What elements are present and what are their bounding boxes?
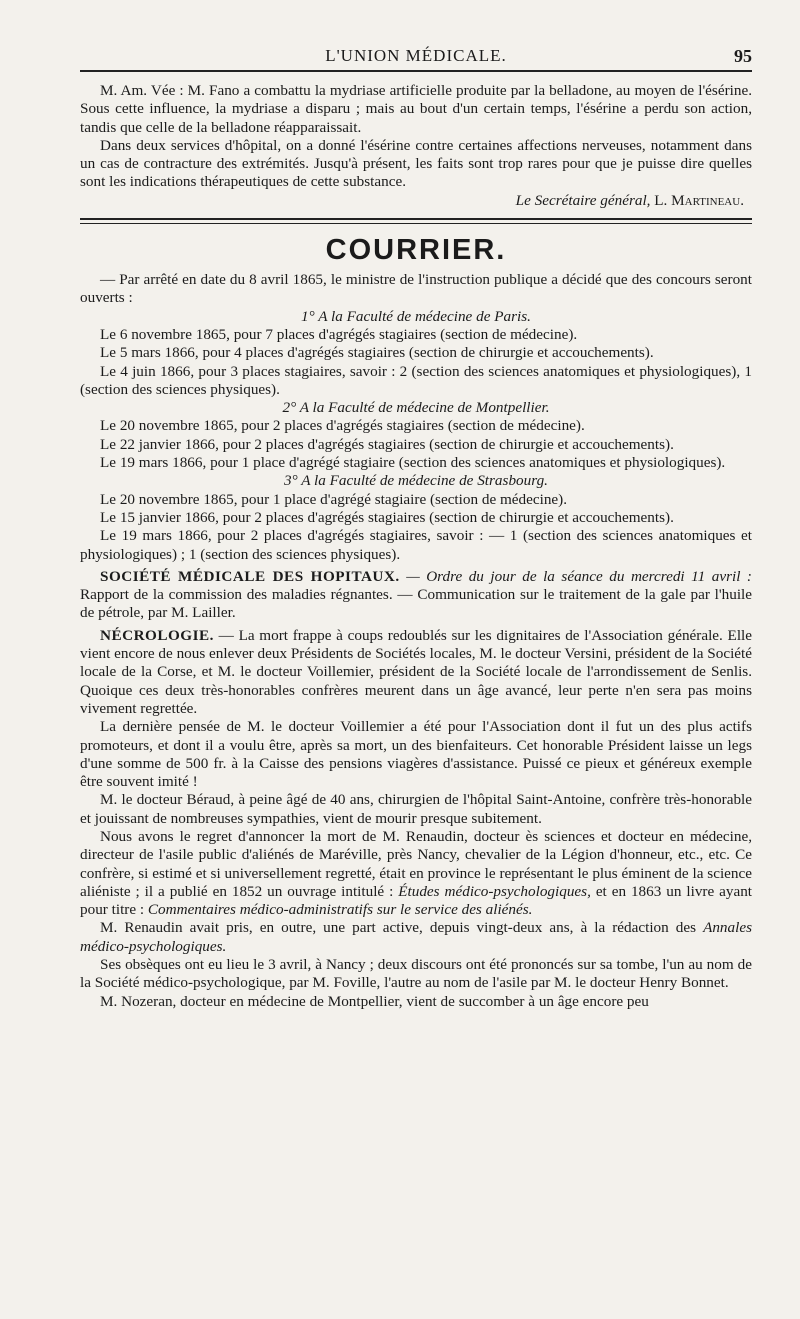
annales-text: M. Renaudin avait pris, en outre, une part active, depuis vingt-deux ans, à la rédaction des	[100, 919, 697, 937]
courrier-intro: — Par arrêté en date du 8 avril 1865, le ministre de l'instruction publique a décidé que des concours seront ouverts :	[80, 271, 752, 307]
montpellier-line-1: Le 20 novembre 1865, pour 2 places d'agrégés stagiaires (section de médecine).	[100, 417, 585, 435]
montpellier-line-2: Le 22 janvier 1866, pour 2 places d'agrégés stagiaires (section de chirurgie et accouchements).	[100, 435, 674, 453]
signature-name: L. Martineau.	[654, 191, 744, 209]
societe-text: Rapport de la commission des maladies régnantes. — Communication sur le traitement de la gale par l'huile de pétrole, par M. Lailler.	[80, 586, 752, 622]
page-number: 95	[734, 46, 752, 66]
courrier-body	[80, 271, 752, 1011]
necrologie-label: NÉCROLOGIE.	[100, 626, 214, 644]
section-title: COURRIER.	[325, 234, 507, 267]
heading-paris: 1° A la Faculté de médecine de Paris.	[301, 307, 531, 325]
paragraph-vee: M. Am. Vée : M. Fano a combattu la mydriase artificielle produite par la belladone, au moyen de l'ésérine. Sous cette influence, la mydriase a disparu ; mais au bout d'un certain temps, l'ésérine a perdu son action, tandis que celle de la belladone réapparaissait.	[80, 82, 752, 136]
renaudin-book-1: Études médico-psychologiques,	[398, 882, 591, 900]
strasbourg-line-2: Le 15 janvier 1866, pour 2 places d'agrégés stagiaires (section de chirurgie et accouchements).	[100, 508, 674, 526]
running-head	[80, 40, 752, 72]
renaudin-book-2: Commentaires médico-administratifs sur le service des aliénés.	[147, 901, 533, 919]
signature	[80, 192, 752, 210]
article-body	[80, 82, 752, 210]
societe-paragraph	[80, 568, 752, 623]
signature-role: Le Secrétaire général,	[515, 191, 651, 209]
necrologie-renaudin-annales	[80, 919, 752, 956]
necrologie-nozeran: M. Nozeran, docteur en médecine de Montpellier, vient de succomber à un âge encore peu	[100, 992, 649, 1010]
paris-line-1: Le 6 novembre 1865, pour 7 places d'agrégés stagiaires (section de médecine).	[100, 325, 578, 343]
renaudin-text-mid: et en 1863 un livre ayant pour titre :	[80, 882, 753, 919]
strasbourg-line-1: Le 20 novembre 1865, pour 1 place d'agrégé stagiaire (section de médecine).	[100, 490, 568, 508]
paris-line-2: Le 5 mars 1866, pour 4 places d'agrégés stagiaires (section de chirurgie et accouchements).	[100, 344, 654, 362]
necrologie-voillemier: La dernière pensée de M. le docteur Voillemier a été pour l'Association dont il fut un des plus actifs promoteurs, et dont il a voulu être, après sa mort, un des bienfaiteurs. Cet honorable Président laisse un legs d'une somme de 500 fr. à la Caisse des pensions viagères d'assistance. Puissé ce pieux et généreux exemple être souvent imité !	[80, 718, 752, 791]
annales-title: Annales médico-psychologiques.	[80, 919, 752, 955]
societe-label: SOCIÉTÉ MÉDICALE DES HOPITAUX.	[100, 567, 400, 585]
journal-title: L'UNION MÉDICALE.	[325, 46, 507, 65]
heading-montpellier: 2° A la Faculté de médecine de Montpellier.	[282, 399, 550, 417]
montpellier-line-3: Le 19 mars 1866, pour 1 place d'agrégé stagiaire (section des sciences anatomiques et physiologiques).	[100, 454, 726, 472]
necrologie-paragraph	[80, 627, 752, 718]
section-divider	[80, 218, 752, 224]
strasbourg-line-3: Le 19 mars 1866, pour 2 places d'agrégés stagiaires, savoir : — 1 (section des sciences anatomiques et physiologiques) ; 1 (section des sciences physiques).	[80, 527, 752, 563]
necrologie-obseques: Ses obsèques ont eu lieu le 3 avril, à Nancy ; deux discours ont été prononcés sur sa tombe, l'un au nom de la Société médico-psychologique, par M. Foville, l'autre au nom de l'asile par M. le docteur Henry Bonnet.	[80, 956, 752, 992]
societe-agenda: — Ordre du jour de la séance du mercredi 11 avril :	[406, 567, 752, 585]
heading-strasbourg: 3° A la Faculté de médecine de Strasbourg.	[284, 472, 548, 490]
paris-line-3: Le 4 juin 1866, pour 3 places stagiaires, savoir : 2 (section des sciences anatomiques et physiologiques), 1 (section des sciences physiques).	[80, 362, 752, 398]
renaudin-text-start: Nous avons le regret d'annoncer la mort de M. Renaudin, docteur ès sciences et docteur en médecine, directeur de l'asile public d'aliénés de Maréville, près Nancy, chevalier de la Légion d'honneur, etc., etc. Ce confrère, si estimé et si universellement regretté, était en province le représentant le plus éminent de la science aliéniste ; il a publié en 1852 un ouvrage intitulé :	[80, 827, 752, 900]
paragraph-eserine: Dans deux services d'hôpital, on a donné l'ésérine contre certaines affections nerveuses, notamment dans un cas de contracture des extrémités. Jusqu'à présent, les faits sont trop rares pour que je puisse dire quelles sont les indications thérapeutiques de cette substance.	[80, 136, 752, 191]
necrologie-renaudin	[80, 828, 752, 919]
necrologie-beraud: M. le docteur Béraud, à peine âgé de 40 ans, chirurgien de l'hôpital Saint-Antoine, confrère très-honorable et jouissant de nombreuses sympathies, vient de mourir presque subitement.	[80, 791, 752, 827]
necrologie-text-1: — La mort frappe à coups redoublés sur les dignitaires de l'Association générale. Elle vient encore de nous enlever deux Présidents de Sociétés locales, M. le docteur Versini, président de la Société locale de la Corse, et M. le docteur Voillemier, président de la Société locale de l'arrondissement de Senlis. Quoique ces deux très-honorables confrères meurent dans un âge avancé, leur perte n'en sera pas moins vivement regrettée.	[80, 626, 753, 717]
